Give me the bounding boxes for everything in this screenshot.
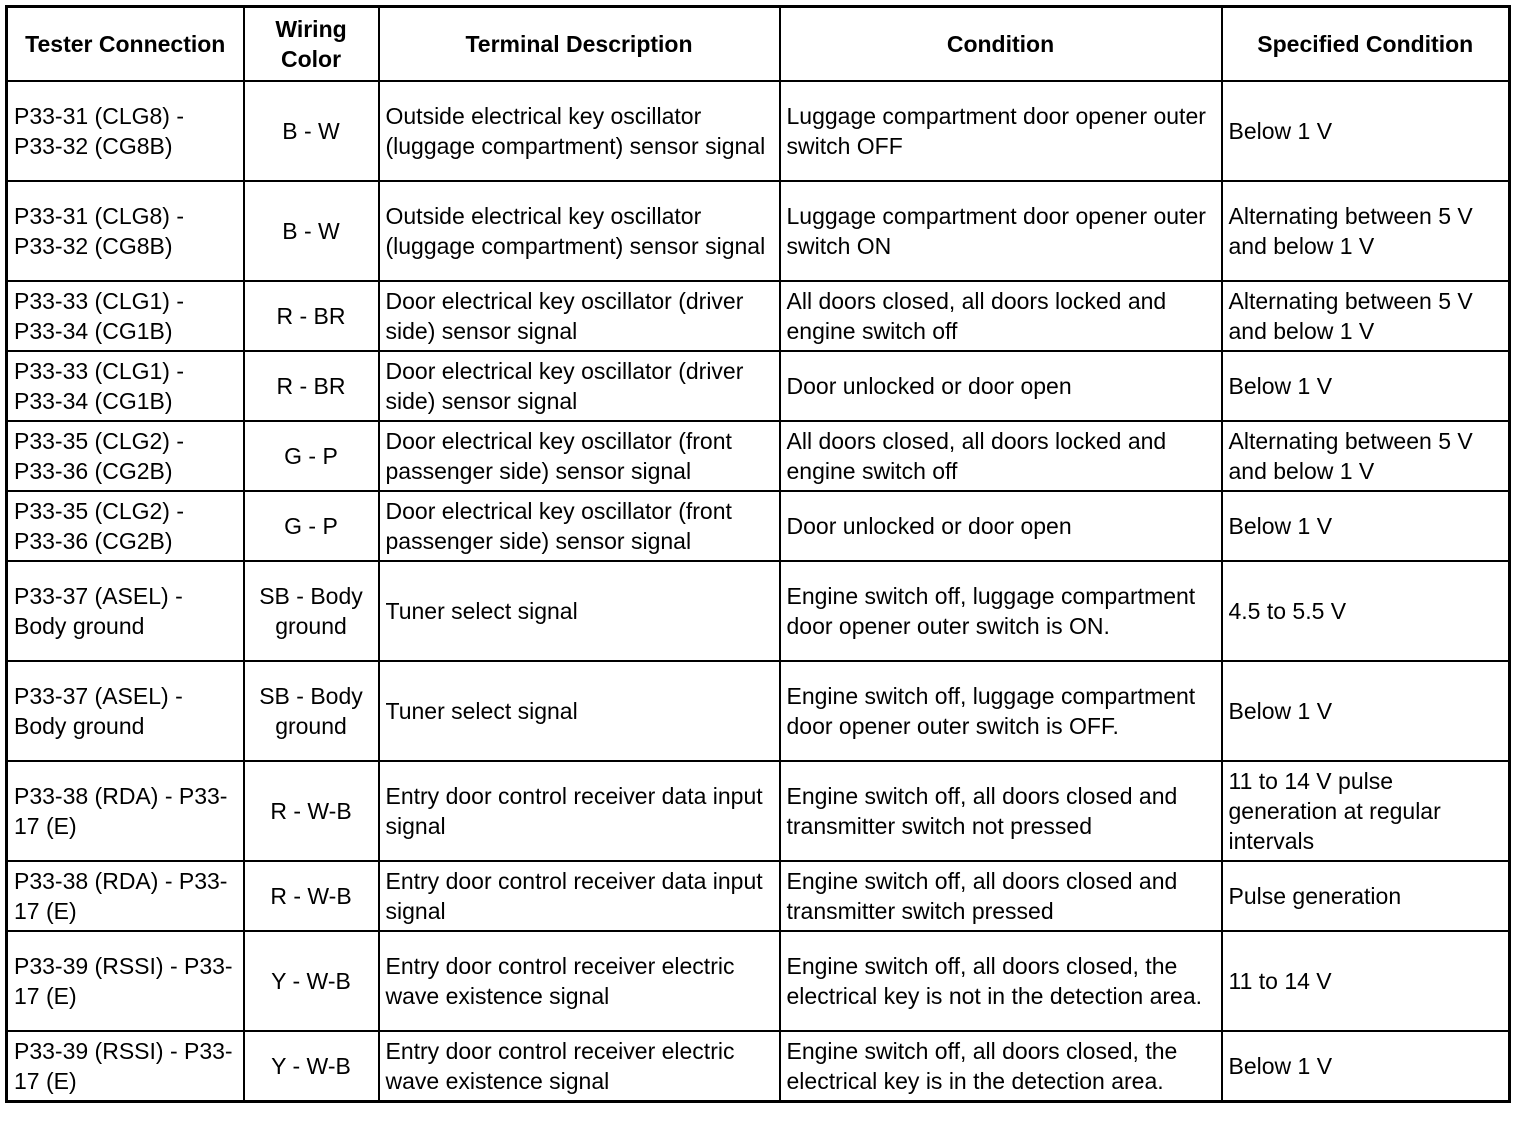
table-row <box>7 861 1510 931</box>
table-row <box>7 351 1510 421</box>
table-row <box>7 81 1510 181</box>
terminal-description-cell: Entry door control receiver data input signal <box>379 861 780 931</box>
table-row <box>7 561 1510 661</box>
condition-cell: Engine switch off, all doors closed and transmitter switch pressed <box>780 861 1222 931</box>
terminal-description-cell: Entry door control receiver electric wave existence signal <box>379 1031 780 1102</box>
specified-condition-cell: Below 1 V <box>1222 491 1510 561</box>
tester-connection-cell: P33-39 (RSSI) - P33-17 (E) <box>7 1031 244 1102</box>
specified-condition-cell: Pulse generation <box>1222 861 1510 931</box>
condition-cell: Door unlocked or door open <box>780 491 1222 561</box>
terminal-description-cell: Tuner select signal <box>379 561 780 661</box>
table-row <box>7 931 1510 1031</box>
wiring-color-cell: SB - Body ground <box>244 661 379 761</box>
wiring-color-cell: Y - W-B <box>244 931 379 1031</box>
specified-condition-cell: 11 to 14 V pulse generation at regular intervals <box>1222 761 1510 861</box>
table-row <box>7 661 1510 761</box>
terminal-description-cell: Outside electrical key oscillator (luggage compartment) sensor signal <box>379 81 780 181</box>
tester-connection-cell: P33-31 (CLG8) - P33-32 (CG8B) <box>7 181 244 281</box>
wiring-color-cell: R - W-B <box>244 761 379 861</box>
specified-condition-cell: 11 to 14 V <box>1222 931 1510 1031</box>
table-row <box>7 491 1510 561</box>
table-row <box>7 421 1510 491</box>
wiring-color-cell: G - P <box>244 421 379 491</box>
header-tester-connection: Tester Connection <box>7 7 244 82</box>
wiring-color-cell: Y - W-B <box>244 1031 379 1102</box>
condition-cell: Luggage compartment door opener outer switch OFF <box>780 81 1222 181</box>
tester-connection-cell: P33-33 (CLG1) - P33-34 (CG1B) <box>7 351 244 421</box>
specified-condition-cell: 4.5 to 5.5 V <box>1222 561 1510 661</box>
terminal-description-cell: Tuner select signal <box>379 661 780 761</box>
wiring-color-cell: B - W <box>244 181 379 281</box>
wiring-color-cell: G - P <box>244 491 379 561</box>
specified-condition-cell: Below 1 V <box>1222 1031 1510 1102</box>
table-row <box>7 761 1510 861</box>
specified-condition-cell: Below 1 V <box>1222 661 1510 761</box>
table-row <box>7 181 1510 281</box>
tester-connection-cell: P33-37 (ASEL) - Body ground <box>7 661 244 761</box>
condition-cell: Engine switch off, all doors closed, the electrical key is in the detection area. <box>780 1031 1222 1102</box>
header-terminal-description: Terminal Description <box>379 7 780 82</box>
table-row <box>7 1031 1510 1102</box>
wiring-color-cell: B - W <box>244 81 379 181</box>
terminal-description-cell: Door electrical key oscillator (front passenger side) sensor signal <box>379 421 780 491</box>
header-wiring-color: Wiring Color <box>244 7 379 82</box>
condition-cell: Engine switch off, luggage compartment door opener outer switch is ON. <box>780 561 1222 661</box>
tester-connection-cell: P33-38 (RDA) - P33-17 (E) <box>7 761 244 861</box>
tester-connection-cell: P33-35 (CLG2) - P33-36 (CG2B) <box>7 421 244 491</box>
header-specified-condition: Specified Condition <box>1222 7 1510 82</box>
condition-cell: Door unlocked or door open <box>780 351 1222 421</box>
condition-cell: Engine switch off, all doors closed, the electrical key is not in the detection area. <box>780 931 1222 1031</box>
table-row <box>7 281 1510 351</box>
wiring-color-cell: SB - Body ground <box>244 561 379 661</box>
terminal-description-cell: Entry door control receiver data input signal <box>379 761 780 861</box>
tester-connection-cell: P33-38 (RDA) - P33-17 (E) <box>7 861 244 931</box>
header-row <box>7 7 1510 82</box>
terminal-description-cell: Door electrical key oscillator (driver side) sensor signal <box>379 351 780 421</box>
wiring-color-cell: R - BR <box>244 281 379 351</box>
condition-cell: All doors closed, all doors locked and engine switch off <box>780 421 1222 491</box>
terminal-spec-table <box>5 5 1511 1103</box>
specified-condition-cell: Alternating between 5 V and below 1 V <box>1222 421 1510 491</box>
tester-connection-cell: P33-37 (ASEL) - Body ground <box>7 561 244 661</box>
tester-connection-cell: P33-33 (CLG1) - P33-34 (CG1B) <box>7 281 244 351</box>
specified-condition-cell: Alternating between 5 V and below 1 V <box>1222 281 1510 351</box>
terminal-description-cell: Entry door control receiver electric wave existence signal <box>379 931 780 1031</box>
tester-connection-cell: P33-31 (CLG8) - P33-32 (CG8B) <box>7 81 244 181</box>
terminal-description-cell: Door electrical key oscillator (front passenger side) sensor signal <box>379 491 780 561</box>
wiring-color-cell: R - W-B <box>244 861 379 931</box>
wiring-color-cell: R - BR <box>244 351 379 421</box>
specified-condition-cell: Below 1 V <box>1222 351 1510 421</box>
terminal-description-cell: Outside electrical key oscillator (luggage compartment) sensor signal <box>379 181 780 281</box>
condition-cell: Engine switch off, luggage compartment door opener outer switch is OFF. <box>780 661 1222 761</box>
specified-condition-cell: Below 1 V <box>1222 81 1510 181</box>
condition-cell: Luggage compartment door opener outer switch ON <box>780 181 1222 281</box>
tester-connection-cell: P33-35 (CLG2) - P33-36 (CG2B) <box>7 491 244 561</box>
tester-connection-cell: P33-39 (RSSI) - P33-17 (E) <box>7 931 244 1031</box>
terminal-description-cell: Door electrical key oscillator (driver side) sensor signal <box>379 281 780 351</box>
condition-cell: All doors closed, all doors locked and engine switch off <box>780 281 1222 351</box>
condition-cell: Engine switch off, all doors closed and transmitter switch not pressed <box>780 761 1222 861</box>
specified-condition-cell: Alternating between 5 V and below 1 V <box>1222 181 1510 281</box>
header-condition: Condition <box>780 7 1222 82</box>
